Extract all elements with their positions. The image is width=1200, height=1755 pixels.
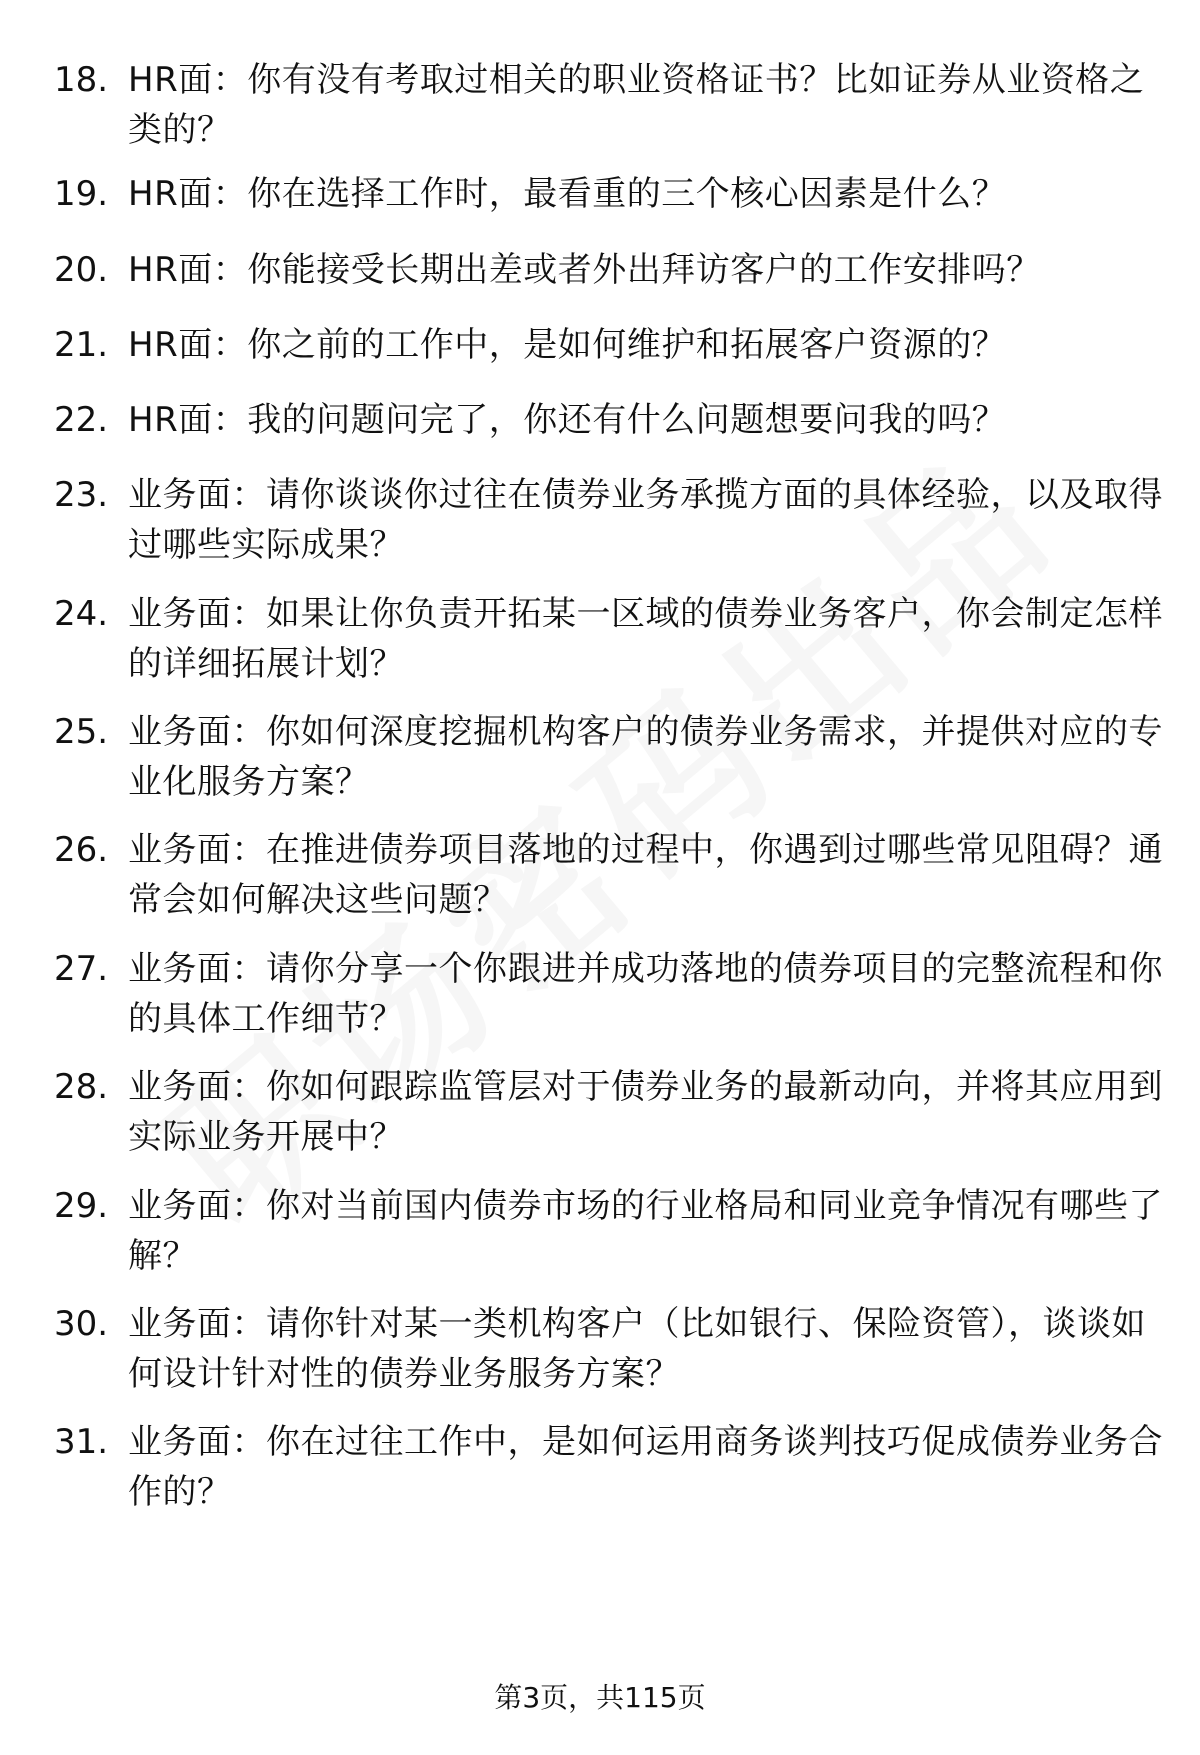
- question-text: 业务面：在推进债券项目落地的过程中，你遇到过哪些常见阻碍？通常会如何解决这些问题？: [128, 830, 1163, 920]
- question-number: 27.: [54, 949, 109, 989]
- question-number: 31.: [54, 1422, 109, 1462]
- question-text: 业务面：请你分享一个你跟进并成功落地的债券项目的完整流程和你的具体工作细节？: [128, 949, 1163, 1039]
- question-text: HR面：你有没有考取过相关的职业资格证书？比如证券从业资格之类的？: [128, 60, 1145, 150]
- question-number: 24.: [54, 594, 109, 634]
- question-text: HR面：你之前的工作中，是如何维护和拓展客户资源的？: [128, 325, 1007, 365]
- question-number: 29.: [54, 1186, 109, 1226]
- question-text: 业务面：请你谈谈你过往在债券业务承揽方面的具体经验，以及取得过哪些实际成果？: [128, 475, 1163, 565]
- question-number: 21.: [54, 325, 109, 365]
- question-number: 20.: [54, 250, 109, 290]
- question-number: 18.: [54, 60, 109, 100]
- question-text: 业务面：你如何深度挖掘机构客户的债券业务需求，并提供对应的专业化服务方案？: [128, 712, 1163, 802]
- question-text: HR面：你在选择工作时，最看重的三个核心因素是什么？: [128, 174, 1007, 214]
- question-number: 30.: [54, 1304, 109, 1344]
- question-text: 业务面：你如何跟踪监管层对于债券业务的最新动向，并将其应用到实际业务开展中？: [128, 1067, 1163, 1157]
- question-number: 25.: [54, 712, 109, 752]
- question-text: HR面：你能接受长期出差或者外出拜访客户的工作安排吗？: [128, 250, 1041, 290]
- question-number: 28.: [54, 1067, 109, 1107]
- question-text: 业务面：请你针对某一类机构客户（比如银行、保险资管），谈谈如何设计针对性的债券业务服务方案？: [128, 1304, 1146, 1394]
- question-number: 23.: [54, 475, 109, 515]
- question-text: 业务面：如果让你负责开拓某一区域的债券业务客户，你会制定怎样的详细拓展计划？: [128, 594, 1163, 684]
- question-number: 19.: [54, 174, 109, 214]
- page-footer: 第3页，共115页: [494, 1681, 706, 1714]
- question-number: 26.: [54, 830, 109, 870]
- question-text: 业务面：你在过往工作中，是如何运用商务谈判技巧促成债券业务合作的？: [128, 1422, 1163, 1512]
- question-number: 22.: [54, 400, 109, 440]
- question-text: HR面：我的问题问完了，你还有什么问题想要问我的吗？: [128, 400, 1007, 440]
- question-text: 业务面：你对当前国内债券市场的行业格局和同业竞争情况有哪些了解？: [128, 1186, 1163, 1276]
